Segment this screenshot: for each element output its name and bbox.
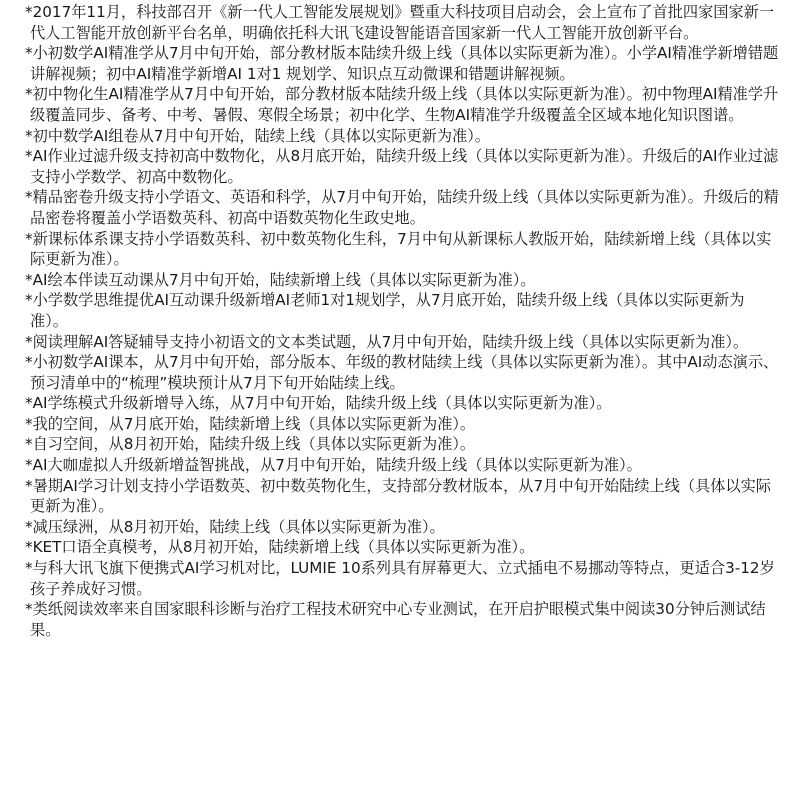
footnote-paragraph: *AI作业过滤升级支持初高中数物化，从8月底开始，陆续升级上线（具体以实际更新为准）。升级后的AI作业过滤支持小学数学、初高中数物化。: [25, 147, 779, 186]
footnote-paragraph: *与科大讯飞旗下便携式AI学习机对比，LUMIE 10系列具有屏幕更大、立式插电不易挪动等特点，更适合3-12岁孩子养成好习惯。: [25, 559, 775, 598]
footnote-paragraph: *自习空间，从8月初开始，陆续升级上线（具体以实际更新为准）。: [25, 435, 476, 454]
footnote-paragraph: *小学数学思维提优AI互动课升级新增AI老师1对1规划学，从7月底开始，陆续升级上线（具体以实际更新为准）。: [25, 291, 745, 330]
footnote-paragraph: *新课标体系课支持小学语数英科、初中数英物化生科，7月中旬从新课标人教版开始，陆续新增上线（具体以实际更新为准）。: [25, 229, 772, 269]
footnote-paragraph: *初中物化生AI精准学从7月中旬开始，部分教材版本陆续升级上线（具体以实际更新为准）。初中物理AI精准学升级覆盖同步、备考、中考、暑假、寒假全场景；初中化学、生物AI精准学升级覆盖全区域本地化知识图谱。: [25, 85, 779, 124]
footnote-paragraph: *类纸阅读效率来自国家眼科诊断与治疗工程技术研究中心专业测试，在开启护眼模式集中阅读30分钟后测试结果。: [25, 600, 766, 639]
footnote-paragraph: *小初数学AI精准学从7月中旬开始，部分教材版本陆续升级上线（具体以实际更新为准）。小学AI精准学新增错题讲解视频；初中AI精准学新增AI 1对1 规划学、知识点互动微课和错题讲解视频。: [25, 44, 779, 83]
footnote-paragraph: *2017年11月，科技部召开《新一代人工智能发展规划》暨重大科技项目启动会，会上宣布了首批四家国家新一代人工智能开放创新平台名单，明确依托科大讯飞建设智能语音国家新一代人工智能开放创新平台。: [25, 3, 775, 42]
footnote-paragraph: *KET口语全真模考，从8月初开始，陆续新增上线（具体以实际更新为准）。: [25, 538, 535, 557]
footnote-paragraph: *精品密卷升级支持小学语文、英语和科学，从7月中旬开始，陆续升级上线（具体以实际更新为准）。升级后的精品密卷将覆盖小学语数英科、初高中语数英物化生政史地。: [25, 188, 779, 227]
footnote-paragraph: *AI绘本伴读互动课从7月中旬开始，陆续新增上线（具体以实际更新为准）。: [25, 270, 536, 289]
footnote-paragraph: *小初数学AI课本，从7月中旬开始，部分版本、年级的教材陆续上线（具体以实际更新为准）。其中AI动态演示、预习清单中的“梳理”模块预计从7月下旬开始陆续上线。: [25, 353, 779, 392]
footnote-paragraph: *AI学练模式升级新增导入练，从7月中旬开始，陆续升级上线（具体以实际更新为准）。: [25, 394, 612, 413]
footnote-paragraph: *AI大咖虚拟人升级新增益智挑战，从7月中旬开始，陆续升级上线（具体以实际更新为准）。: [25, 456, 642, 475]
footnote-paragraph: *阅读理解AI答疑辅导支持小初语文的文本类试题，从7月中旬开始，陆续升级上线（具体以实际更新为准）。: [25, 332, 749, 351]
footnote-paragraph: *暑期AI学习计划支持小学语数英、初中数英物化生，支持部分教材版本，从7月中旬开始陆续上线（具体以实际更新为准）。: [25, 476, 771, 516]
footnote-paragraph: *初中数学AI组卷从7月中旬开始，陆续上线（具体以实际更新为准）。: [25, 126, 490, 145]
footnote-paragraph: *我的空间，从7月底开始，陆续新增上线（具体以实际更新为准）。: [25, 414, 476, 433]
footnote-paragraph: *减压绿洲，从8月初开始，陆续上线（具体以实际更新为准）。: [25, 517, 445, 536]
